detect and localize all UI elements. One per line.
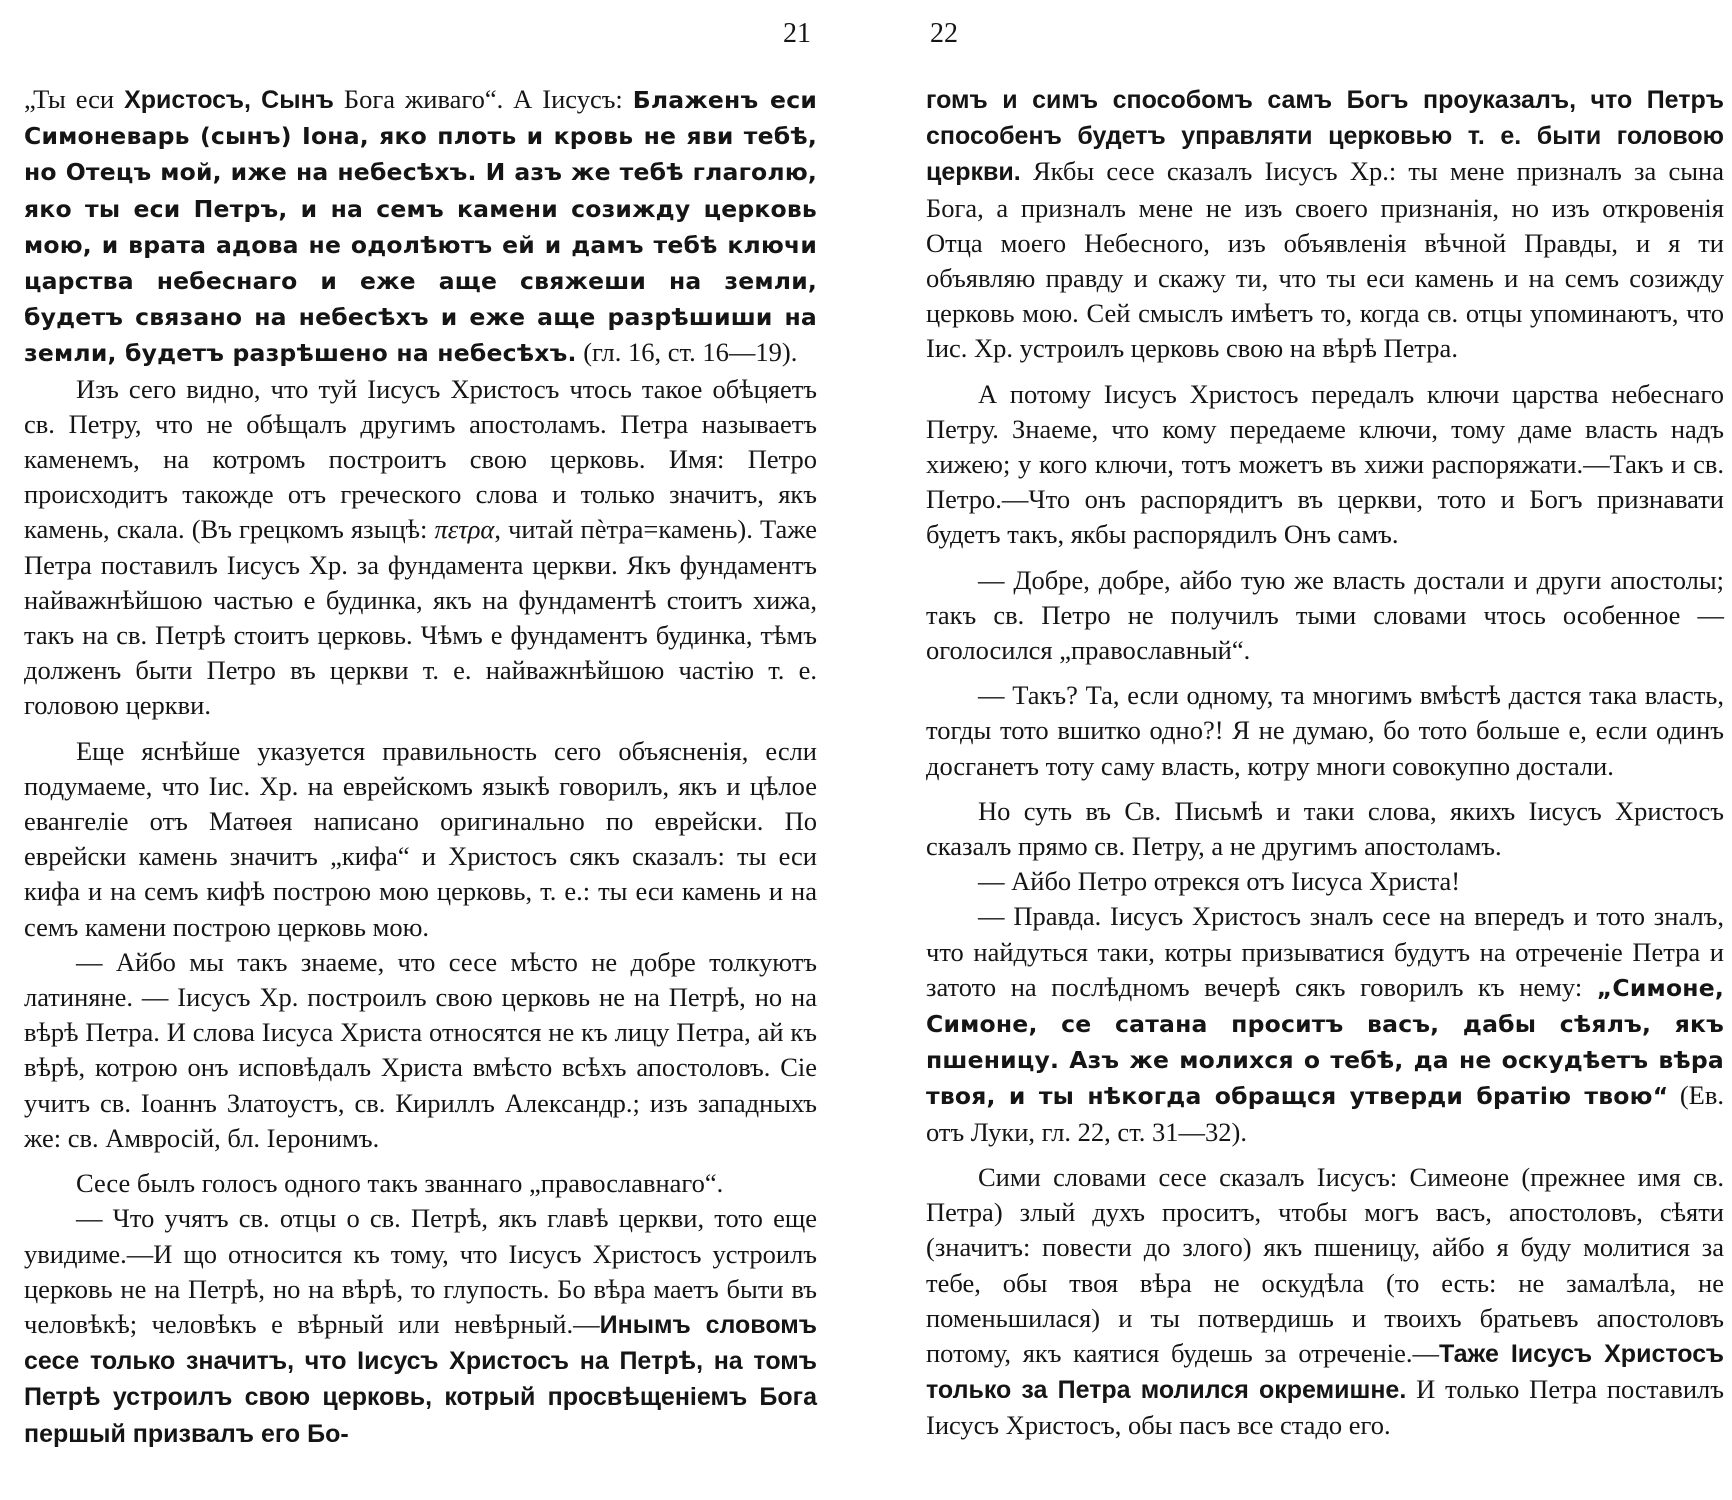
text-segment: Еще яснѣйше указуется правильность сего объясненія, если подумаеме, что Іис. Хр. на еврейскомъ языкѣ говорилъ, якъ и цѣлое евангеліе отъ Матѳея написано оригинально по еврейски. По еврейски камень значитъ „кифа“ и Христосъ сякъ сказалъ: ты еси кифа и на семъ кифѣ построю мою церковь, т. е.: ты еси камень и на семъ камени построю церковь мою. (24, 735, 817, 942)
text-segment: (Ев. отъ Луки, гл. 22, ст. 31—32). (926, 1080, 1724, 1147)
paragraph (926, 82, 1724, 367)
page-text (926, 82, 1724, 1444)
paragraph (926, 794, 1724, 864)
text-segment: — Такъ? Та, если одному, та многимъ вмѣстѣ дастся така власть, тогды тото вшитко одно?! Я не думаю, бо тото больше е, если одинъ досганетъ тоту саму власть, котру многи совокупно достали. (926, 680, 1724, 781)
text-segment: Сесе былъ голосъ одного такъ званнаго „православнаго“. (76, 1168, 724, 1199)
text-segment: Но суть въ Св. Письмѣ и таки слова, якихъ Іисусъ Христосъ сказалъ прямо св. Петру, а не другимъ апостоламъ. (926, 795, 1724, 862)
text-segment: (гл. 16, ст. 16—19). (576, 337, 798, 368)
paragraph (926, 899, 1724, 1149)
paragraph (926, 678, 1724, 784)
text-segment: πετρα (434, 514, 495, 545)
text-segment: гомъ и симъ способомъ самъ Богъ проуказалъ, что Петръ способенъ будетъ управляти церковью т. е. быти головою церкви. (926, 86, 1724, 187)
text-segment: „Симоне, Симоне, се сатана проситъ васъ, дабы сѣялъ, якъ пшеницу. Азъ же молихся о тебѣ, да не оскудѣетъ вѣра твоя, и ты нѣкогда обращся утверди братію твою“ (926, 973, 1724, 1111)
text-segment: — Добре, добре, айбо тую же власть достали и други апостолы; такъ св. Петро не получилъ тыми словами чтось особенное —оголосился „православный“. (926, 564, 1724, 666)
text-segment: Таже Іисусъ Христосъ только за Петра молился окремишне. (926, 1339, 1724, 1405)
text-segment: Инымъ словомъ сесе только значитъ, что Іисусъ Христосъ на Петрѣ, на томъ Петрѣ устроилъ свою церковь, котрый просвѣщеніемъ Бога першый призвалъ его Бо- (24, 1310, 817, 1448)
paragraph (926, 1160, 1724, 1444)
paragraph (24, 82, 817, 372)
page-number: 21 (783, 18, 811, 49)
text-segment: — Айбо Петро отрекся отъ Іисуса Христа! (978, 866, 1461, 897)
text-segment: Блаженъ еси Симоневарь (сынъ) Іона, яко плоть и кровь не яви тебѣ, но Отецъ мой, иже на небесѣхъ. И азъ же тебѣ глаголю, яко ты еси Петръ, и на семъ камени созижду церковь мою, и врата адова не одолѣютъ ей и дамъ тебѣ ключи царства небеснаго и еже аще свяжеши на земли, будетъ связано на небесѣхъ и еже аще разрѣшиши на земли, будетъ разрѣшено на небесѣхъ. (24, 86, 817, 368)
paragraph (24, 1201, 817, 1451)
paragraph (24, 734, 817, 945)
paragraph (24, 1166, 817, 1201)
page-number: 22 (930, 18, 958, 49)
page-text (24, 82, 817, 1452)
right-page (866, 0, 1732, 1500)
text-segment: И только Петра поставилъ Іисусъ Христосъ, обы пасъ все стадо его. (926, 1374, 1724, 1441)
text-segment: — Правда. Іисусъ Христосъ зналъ сесе на впередъ и тото зналъ, что найдуться таки, котры призыватися будутъ на отреченіе Петра и затото на послѣдномъ вечерѣ сякъ говорилъ къ нему: (926, 901, 1724, 1002)
paragraph (926, 864, 1724, 899)
text-segment: Якбы сесе сказалъ Іисусъ Хр.: ты мене призналъ за сына Бога, а призналъ мене не изъ своего признанія, но изъ откровенія Отца моего Небесного, изъ объявленія вѣчной Правды, и я ти объявляю правду и скажу ти, что ты еси камень и на семъ созижду церковь мою. Сей смыслъ имѣетъ то, когда св. отцы упоминаютъ, что Іис. Хр. устроилъ церковь свою на вѣрѣ Петра. (926, 156, 1724, 364)
text-segment: Сими словами сесе сказалъ Іисусъ: Симеоне (прежнее имя св. Петра) злый духъ проситъ, чтобы могъ васъ, апостоловъ, сѣяти (значитъ: повести до злого) якъ пшеницу, айбо я буду молитися за тебе, обы твоя вѣра не оскудѣла (то есть: не замалѣла, не поменьшилася) и ты потвердишь и твоихъ братьевъ апостоловъ потому, якъ каятися будешь за отреченіе.— (926, 1161, 1724, 1368)
text-segment: А потому Іисусъ Христосъ передалъ ключи царства небеснаго Петру. Знаеме, что кому передаеме ключи, тому даме власть надъ хижею; у кого ключи, тотъ можетъ въ хижи распоряжати.—Такъ и св. Петро.—Что онъ распорядитъ въ церкви, тото и Богъ признавати будетъ такъ, якбы распорядилъ Онъ самъ. (926, 378, 1724, 550)
text-segment: , читай пѐтра=камень). Таже Петра поставилъ Іисусъ Хр. за фундамента церкви. Якъ фундаментъ найважнѣйшою частью е будинка, якъ на фундаментѣ стоитъ хижа, такъ на св. Петрѣ стоитъ церковь. Чѣмъ е фундаментъ будинка, тѣмъ долженъ быти Петро въ церкви т. е. найважнѣйшою частію т. е. головою церкви. (24, 514, 817, 721)
text-segment: — Что учятъ св. отцы о св. Петрѣ, якъ главѣ церкви, тото еще увидиме.—И що относится къ тому, что Іисусъ Христосъ устроилъ церковь не на Петрѣ, но на вѣрѣ, то глупость. Бо вѣра маетъ быти въ человѣкѣ; человѣкъ е вѣрный или невѣрный.— (24, 1203, 817, 1339)
text-segment: Изъ сего видно, что туй Іисусъ Христосъ чтось такое обѣцяетъ св. Петру, что не обѣщалъ другимъ апостоламъ. Петра называетъ каменемъ, на котромъ построитъ свою церковь. Имя: Петро происходитъ такожде отъ греческого слова и только значитъ, якъ камень, скала. (Въ грецкомъ языцѣ: (24, 373, 817, 545)
paragraph (24, 372, 817, 724)
text-segment: — Айбо мы такъ знаеме, что сесе мѣсто не добре толкуютъ латиняне. — Іисусъ Хр. построилъ свою церковь не на Петрѣ, но на вѣрѣ Петра. И слова Іисуса Христа относятся не къ лицу Петра, ай къ вѣрѣ, котрою онъ исповѣдалъ Христа вмѣсто всѣхъ апостоловъ. Сіе учитъ св. Іоаннъ Златоустъ, св. Кириллъ Александр.; изъ западныхъ же: св. Амвросій, бл. Іеронимъ. (24, 946, 817, 1153)
text-segment: Бога живаго“. А Іисусъ: (333, 84, 633, 114)
paragraph (926, 377, 1724, 553)
text-segment: Христосъ, Сынъ (124, 86, 334, 114)
text-segment: „Ты еси (24, 84, 125, 114)
paragraph (24, 945, 817, 1156)
paragraph (926, 563, 1724, 669)
